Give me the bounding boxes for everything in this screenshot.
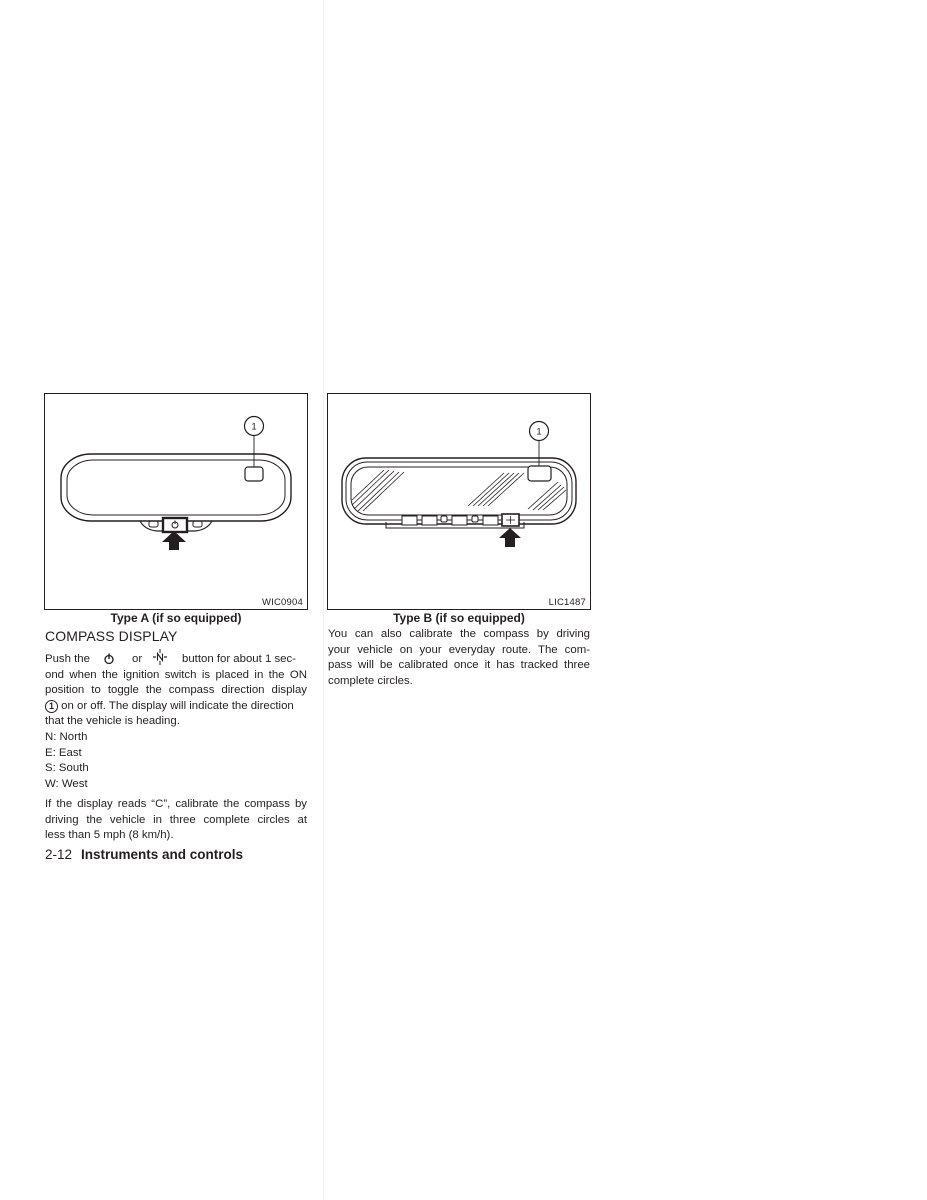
para3-line1: You can also calibrate the compass by driving: [328, 628, 590, 640]
section-title: COMPASS DISPLAY: [45, 628, 178, 644]
page-footer: [45, 847, 243, 862]
para3-line2: your vehicle on your everyday route. The com-: [328, 643, 590, 656]
direction-east: E: East: [45, 746, 82, 759]
power-icon: [103, 653, 115, 665]
footer-section-title: Instruments and controls: [81, 847, 244, 862]
figure-type-b: [327, 393, 591, 610]
para1-line4: [45, 699, 307, 715]
compass-button-icon: [152, 649, 168, 665]
para1-line3: position to toggle the compass direction display: [45, 684, 307, 696]
direction-west: W: West: [45, 777, 88, 790]
figure-b-code: LIC1487: [548, 597, 586, 608]
figure-a-caption: Type A (if so equipped): [110, 611, 242, 625]
direction-north: N: North: [45, 731, 88, 743]
callout-1-icon: 1: [45, 700, 58, 713]
page-gutter: [323, 0, 324, 1200]
direction-south: S: South: [45, 762, 89, 774]
para2-line2: driving the vehicle in three complete circles at: [45, 813, 307, 826]
figure-b-callout: 1: [536, 426, 542, 438]
para1-line1: [45, 652, 307, 668]
para2-line3: less than 5 mph (8 km/h).: [45, 829, 174, 841]
page-number: 2-12: [45, 847, 73, 862]
paragraph-calibrate: [45, 797, 307, 844]
figure-a-code: WIC0904: [261, 597, 303, 608]
figure-a-callout: 1: [251, 421, 257, 433]
figure-type-a: [44, 393, 308, 610]
para1-line5: that the vehicle is heading.: [45, 715, 180, 727]
direction-list: [45, 730, 307, 792]
push-the-text: Push the: [45, 653, 90, 665]
button-for-text: button for about 1 sec-: [182, 653, 296, 665]
para3-line4: complete circles.: [328, 674, 413, 687]
para1-line2: ond when the ignition switch is placed in the ON: [45, 668, 307, 681]
para2-line1: If the display reads “C”, calibrate the compass by: [45, 798, 307, 810]
para1-line4-text: on or off. The display will indicate the direction: [61, 699, 294, 712]
paragraph-push-button: [45, 652, 307, 730]
figure-b-caption: Type B (if so equipped): [393, 611, 525, 625]
para3-line3: pass will be calibrated once it has tracked three: [328, 659, 590, 671]
or-text: or: [132, 653, 143, 665]
paragraph-everyday-route: [328, 627, 590, 689]
